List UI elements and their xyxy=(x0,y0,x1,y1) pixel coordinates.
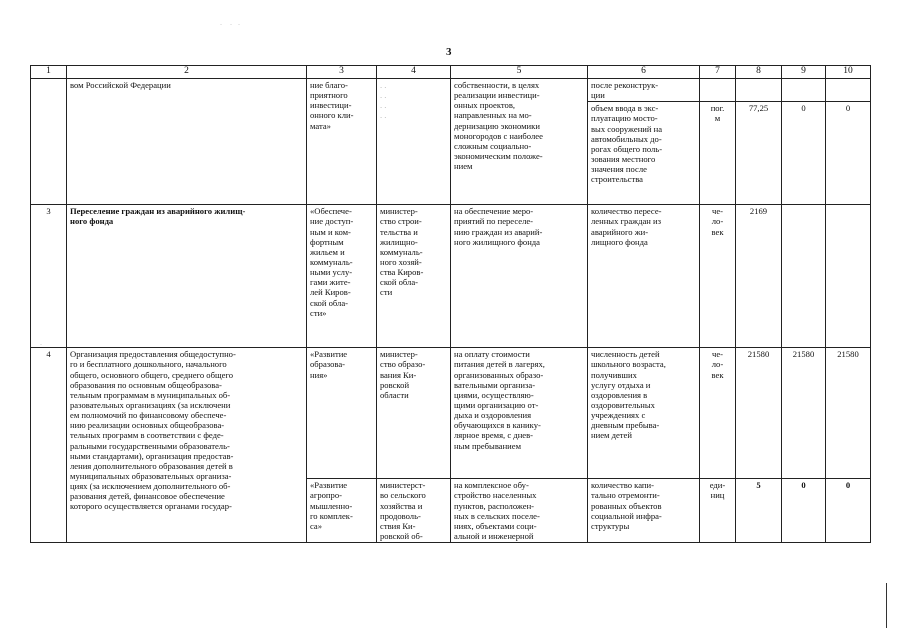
program-name: «Обеспече- ние доступ- ным и ком- фортным жильем и коммуналь- ными услу- гами жите- лей Киров- ской обла- сти» xyxy=(307,205,377,348)
row-number: 3 xyxy=(31,205,67,348)
responsible-body: министер- ство образо- вания Ки- ровской области xyxy=(377,348,451,479)
table-row xyxy=(31,205,871,348)
responsible-body: министерст- во сельского хозяйства и продоволь- ствия Ки- ровской об- xyxy=(377,479,451,543)
row-number: 4 xyxy=(31,348,67,543)
responsible-body xyxy=(377,79,451,205)
value-cell: 21580 xyxy=(782,348,826,479)
row-number xyxy=(31,79,67,205)
column-number: 2 xyxy=(67,66,307,79)
document-table xyxy=(30,65,871,543)
scan-edge-line xyxy=(886,583,887,628)
responsible-body: министер- ство строи- тельства и жилищно- коммуналь- ного хозяй- ства Киров- ской обла- сти xyxy=(377,205,451,348)
activity-name: Организация предоставления общедоступно- го и бесплатного дошкольного, начального общего, основного общего, среднего общего образования по основным общеобразова- тельным программам в муниципальных об- разовательных организациях (за исключени ем полномочий по финансовому обеспече- нию реализации основных общеобразова- тельных программ в соответствии с феде- ральными государственными образователь- ными стандартами), организация предостав- ления дополнительного образования детей в муниципальных образовательных организа- циях (за исключением дополнительного об- разования детей, финансовое обеспечение которого осуществляется органами государ- xyxy=(67,348,307,543)
unit-text: пог. м xyxy=(700,102,736,205)
value-cell xyxy=(826,205,871,348)
column-number: 10 xyxy=(826,66,871,79)
indicator-text: количество пересе- ленных граждан из аварийного жи- лищного фонда xyxy=(588,205,700,348)
program-name: «Развитие образова- ния» xyxy=(307,348,377,479)
unit-text: еди- ниц xyxy=(700,479,736,543)
column-number: 6 xyxy=(588,66,700,79)
indicator-text: объем ввода в экс- плуатацию мосто- вых сооружений на автомобильных до- рогах общего поль- зования местного значения после строительства xyxy=(588,102,700,205)
column-number: 1 xyxy=(31,66,67,79)
value-cell: 0 xyxy=(782,102,826,205)
purpose-text: на оплату стоимости питания детей в лагерях, организованных образо- вательными организа- циями, осуществляю- щими организацию от- дыха и оздоровления обучающихся в канику- лярное время, с днев- ным пребыванием xyxy=(451,348,588,479)
purpose-text: на комплексное обу- стройство населенных пунктов, расположен- ных в сельских поселе- ниях, объектами соци- альной и инженерной xyxy=(451,479,588,543)
value-cell: 77,25 xyxy=(736,102,782,205)
value-cell: 0 xyxy=(826,479,871,543)
unit-text: че- ло- век xyxy=(700,205,736,348)
program-name: «Развитие агропро- мышленно- го комплек- са» xyxy=(307,479,377,543)
indicator-text: численность детей школьного возраста, получивших услугу отдыха и оздоровления в оздоровительных учреждениях с дневным пребыва- нием детей xyxy=(588,348,700,479)
column-number: 7 xyxy=(700,66,736,79)
column-number: 8 xyxy=(736,66,782,79)
activity-name: Переселение граждан из аварийного жилищ- ного фонда xyxy=(67,205,307,348)
column-number: 9 xyxy=(782,66,826,79)
column-number-row xyxy=(31,66,871,79)
unit-text: че- ло- век xyxy=(700,348,736,479)
purpose-text: собственности, в целях реализации инвестици- онных проектов, направленных на мо- дернизацию экономики моногородов с наиболее сложным социально- экономическим положе- нием xyxy=(451,79,588,205)
value-cell: 5 xyxy=(736,479,782,543)
value-cell: 0 xyxy=(826,102,871,205)
program-name: ние благо- приятного инвестици- онного кли- мата» xyxy=(307,79,377,205)
activity-name: вом Российской Федерации xyxy=(67,79,307,205)
purpose-text: на обеспечение меро- приятий по переселе- нию граждан из аварий- ного жилищного фонда xyxy=(451,205,588,348)
page-number: 3 xyxy=(446,46,452,58)
value-cell xyxy=(782,205,826,348)
scan-noise: . . . xyxy=(220,18,240,27)
column-number: 5 xyxy=(451,66,588,79)
column-number: 4 xyxy=(377,66,451,79)
value-cell: 2169 xyxy=(736,205,782,348)
column-number: 3 xyxy=(307,66,377,79)
scan-noise: . xyxy=(40,338,42,347)
indicator-text: после реконструк- ции xyxy=(588,79,700,102)
table-row xyxy=(31,348,871,479)
value-cell: 21580 xyxy=(736,348,782,479)
indicator-text: количество капи- тально отремонти- рованных объектов социальной инфра- структуры xyxy=(588,479,700,543)
faded-text: . . . . . . . . xyxy=(380,80,387,121)
value-cell: 0 xyxy=(782,479,826,543)
table-row xyxy=(31,79,871,102)
value-cell: 21580 xyxy=(826,348,871,479)
